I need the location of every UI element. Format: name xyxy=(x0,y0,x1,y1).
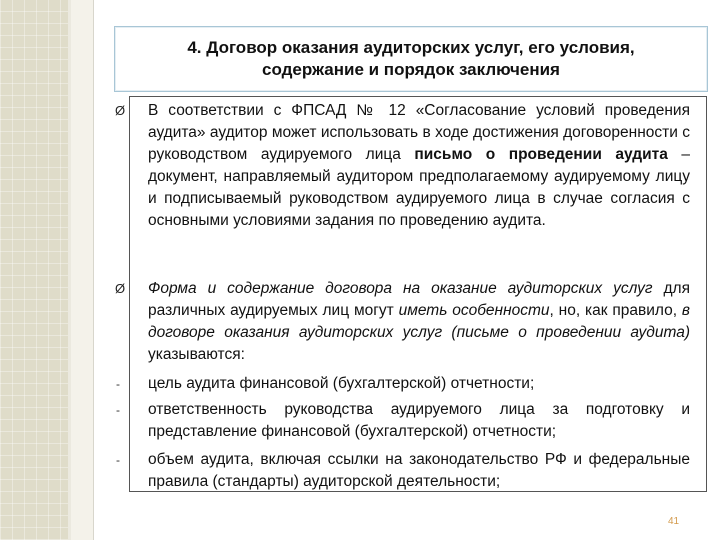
paragraph-1-text-b: – документ, направляемый аудитором предполагаемому аудируемому лицу и подписываемый руководством аудируемого лица в случае согласия с основными условиями задания по проведению аудита. xyxy=(148,146,690,229)
paragraph-1 xyxy=(148,100,690,232)
side-strip-edge xyxy=(68,0,71,540)
dash-marker: - xyxy=(116,403,120,417)
list-item: объем аудита, включая ссылки на законодательство РФ и федеральные правила (стандарты) аудиторской деятельности; xyxy=(148,451,690,490)
paragraph-2-italic-b: иметь особенности xyxy=(398,302,550,319)
dash-marker: - xyxy=(116,453,120,467)
paragraph-1-text-a: В соответствии с ФПСАД № 12 «Согласование условий проведения аудита» аудитор может использовать в ходе достижения договоренности с руководством аудируемого лица xyxy=(148,102,690,163)
paragraph-1-bold: письмо о проведении аудита xyxy=(414,146,668,163)
bullet-arrow-icon: Ø xyxy=(115,103,126,118)
title-line-2: содержание и порядок заключения xyxy=(262,60,560,79)
list-item: цель аудита финансовой (бухгалтерской) отчетности; xyxy=(148,375,535,392)
page-number: 41 xyxy=(668,516,680,527)
paragraph-2 xyxy=(148,278,690,366)
title-line-1: 4. Договор оказания аудиторских услуг, его условия, xyxy=(187,38,635,57)
page-title xyxy=(131,37,691,81)
decorative-side-strip xyxy=(0,0,68,540)
list-item: ответственность руководства аудируемого лица за подготовку и представление финансовой (бухгалтерской) отчетности; xyxy=(148,401,690,440)
dash-marker: - xyxy=(116,377,120,391)
paragraph-2-italic-a: Форма и содержание договора на оказание аудиторских услуг xyxy=(148,280,653,297)
paragraph-2-italic-c: в договоре оказания аудиторских услуг (письме о проведении аудита) xyxy=(148,302,691,341)
paragraph-2-text-b: , но, как правило, xyxy=(549,302,682,319)
paragraph-2-text-c: указываются: xyxy=(148,346,245,363)
title-box xyxy=(114,26,708,92)
paragraph-2-text-a: для различных аудируемых лиц могут xyxy=(148,280,690,319)
bullet-arrow-icon: Ø xyxy=(115,281,126,296)
